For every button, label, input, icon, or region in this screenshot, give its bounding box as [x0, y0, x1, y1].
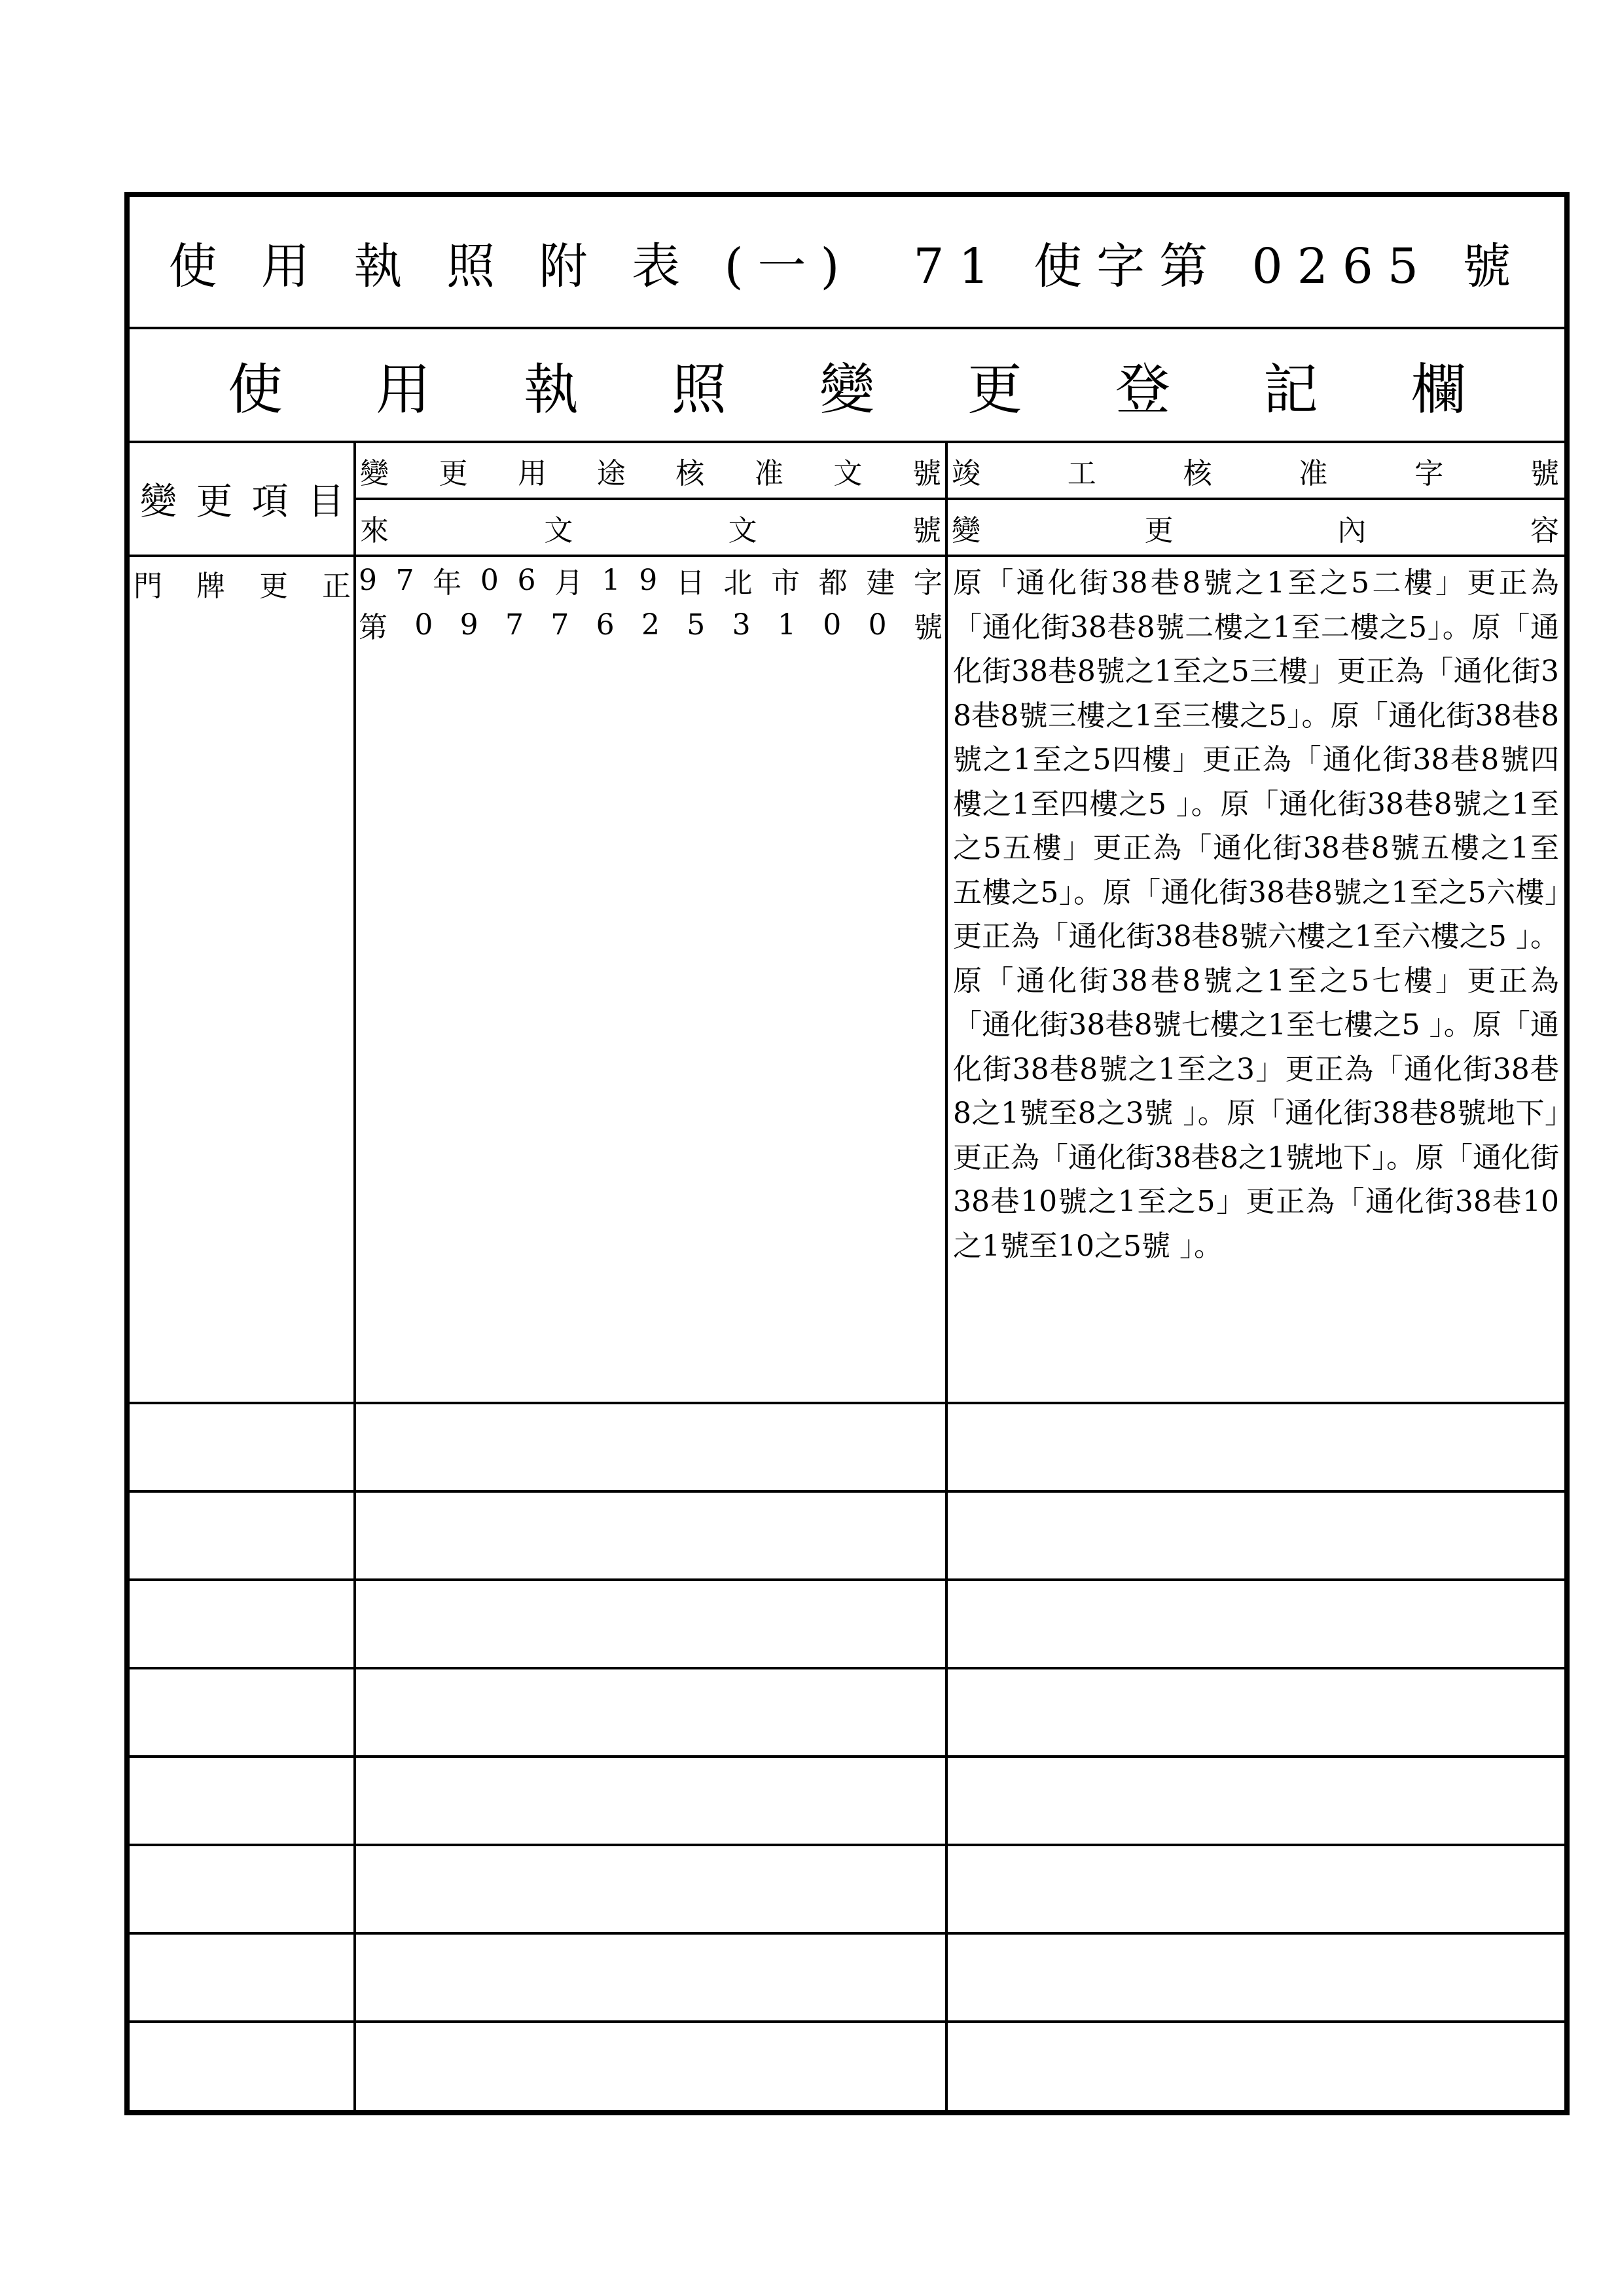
spread-char: 3 — [732, 608, 751, 642]
spread-char: 目 — [307, 481, 344, 523]
spread-char: 核 — [675, 456, 705, 490]
spread-char: 變 — [819, 357, 874, 422]
spread-char: 6 — [517, 563, 536, 597]
spread-char: 都 — [818, 566, 848, 600]
spread-char: 更 — [967, 357, 1022, 422]
spread-char: 變 — [140, 481, 177, 523]
spread-char: 建 — [866, 566, 895, 600]
spread-char: 字 — [913, 566, 943, 600]
spread-char: 號 — [912, 513, 941, 547]
spread-char: 更 — [259, 570, 288, 603]
spread-char: 准 — [1299, 456, 1328, 490]
spread-char: 0 — [480, 563, 499, 597]
spread-char: 竣 — [952, 456, 980, 490]
rule-row-2 — [130, 1490, 1564, 1493]
spread-char: 途 — [596, 456, 626, 490]
form-title: 使 用 執 照 附 表 (一) 71 使字第 0265 號 — [168, 238, 1526, 295]
header-change-item — [130, 442, 355, 556]
spread-char: 第 — [359, 611, 387, 644]
spread-char: 月 — [554, 566, 584, 600]
spread-char: 工 — [1067, 456, 1096, 490]
spread-char: 號 — [913, 611, 943, 644]
spread-char: 變 — [952, 513, 980, 547]
spread-char: 來 — [360, 513, 389, 547]
spread-char: 門 — [134, 570, 162, 603]
spread-char: 更 — [1144, 513, 1174, 547]
spread-char: 欄 — [1411, 357, 1466, 422]
spread-char: 9 — [459, 608, 478, 642]
title-row — [130, 197, 1564, 328]
spread-char: 年 — [433, 566, 462, 600]
spread-char: 准 — [754, 456, 783, 490]
entry-approval-date — [355, 557, 946, 603]
spread-char: 日 — [675, 566, 705, 600]
spread-char: 號 — [1530, 456, 1559, 490]
spread-char: 登 — [1115, 357, 1170, 422]
spread-char: 1 — [602, 563, 620, 597]
spread-char: 5 — [687, 608, 706, 642]
rule-row-7 — [130, 1932, 1564, 1935]
spread-char: 使 — [228, 357, 283, 422]
entry-change-item — [130, 557, 355, 610]
spread-char: 1 — [777, 608, 796, 642]
spread-char: 用 — [375, 357, 431, 422]
spread-char: 變 — [360, 456, 389, 490]
spread-char: 7 — [505, 608, 524, 642]
spread-char: 核 — [1183, 456, 1212, 490]
spread-char: 內 — [1337, 513, 1367, 547]
spread-char: 北 — [723, 566, 753, 600]
spread-char: 牌 — [196, 570, 225, 603]
spread-char: 執 — [523, 357, 579, 422]
entry-change-content: 原「通化街38巷8號之1至之5二樓」更正為「通化街38巷8號二樓之1至二樓之5」。原「通化街38巷8號之1至之5三樓」更正為「通化街38巷8號三樓之1至三樓之5」。原「通化街38巷8號之1至之5四樓」更正為「通化街38巷8號四樓之1至四樓之5 」。原「通化街38巷8號之1至之5五樓」更正為「通化街38巷8號五樓之1至五樓之5」。原「通化街38巷8號之1至之5六樓」更正為「通化街38巷8號六樓之1至六樓之5 」。原「通化街38巷8號之1至之5七樓」更正為「通化街38巷8號七樓之1至七樓之5 」。原「通化街38巷8號之1至之3」更正為「通化街38巷8之1號至8之3號 」。原「通化街38巷8號地下」更正為「通化街38巷8之1號地下」。原「通化街38巷10號之1至之5」更正為「通化街38巷10之1號至10之5號 」。 — [953, 566, 1559, 1263]
spread-char: 0 — [868, 608, 887, 642]
header-completion-approval-no — [946, 442, 1564, 499]
spread-char: 號 — [912, 456, 941, 490]
spread-char: 正 — [322, 570, 351, 603]
spread-char: 9 — [639, 563, 658, 597]
spread-char: 項 — [251, 481, 289, 523]
header-change-content — [946, 499, 1564, 556]
rule-row-4 — [130, 1667, 1564, 1669]
rule-row-6 — [130, 1844, 1564, 1846]
spread-char: 字 — [1414, 456, 1444, 490]
spread-char: 文 — [728, 513, 757, 547]
usage-license-form — [124, 192, 1570, 2115]
spread-char: 市 — [771, 566, 800, 600]
spread-char: 用 — [518, 456, 547, 490]
section-heading — [228, 328, 1466, 442]
header-change-use-approval-no — [355, 442, 946, 499]
spread-char: 容 — [1530, 513, 1559, 547]
spread-char: 9 — [359, 563, 377, 597]
entry-document-number — [355, 602, 946, 647]
spread-char: 文 — [544, 513, 573, 547]
spread-char: 0 — [823, 608, 842, 642]
spread-char: 更 — [196, 481, 233, 523]
rule-row-1 — [130, 1402, 1564, 1404]
spread-char: 記 — [1263, 357, 1318, 422]
spread-char: 7 — [550, 608, 569, 642]
header-incoming-document-no — [355, 499, 946, 556]
rule-row-8 — [130, 2020, 1564, 2023]
rule-row-3 — [130, 1578, 1564, 1581]
spread-char: 7 — [395, 563, 414, 597]
spread-char: 文 — [833, 456, 863, 490]
spread-char: 照 — [671, 357, 727, 422]
spread-char: 2 — [641, 608, 660, 642]
spread-char: 6 — [596, 608, 615, 642]
rule-row-5 — [130, 1755, 1564, 1758]
spread-char: 0 — [414, 608, 433, 642]
spread-char: 更 — [439, 456, 468, 490]
rule-col-1 — [353, 441, 356, 2110]
